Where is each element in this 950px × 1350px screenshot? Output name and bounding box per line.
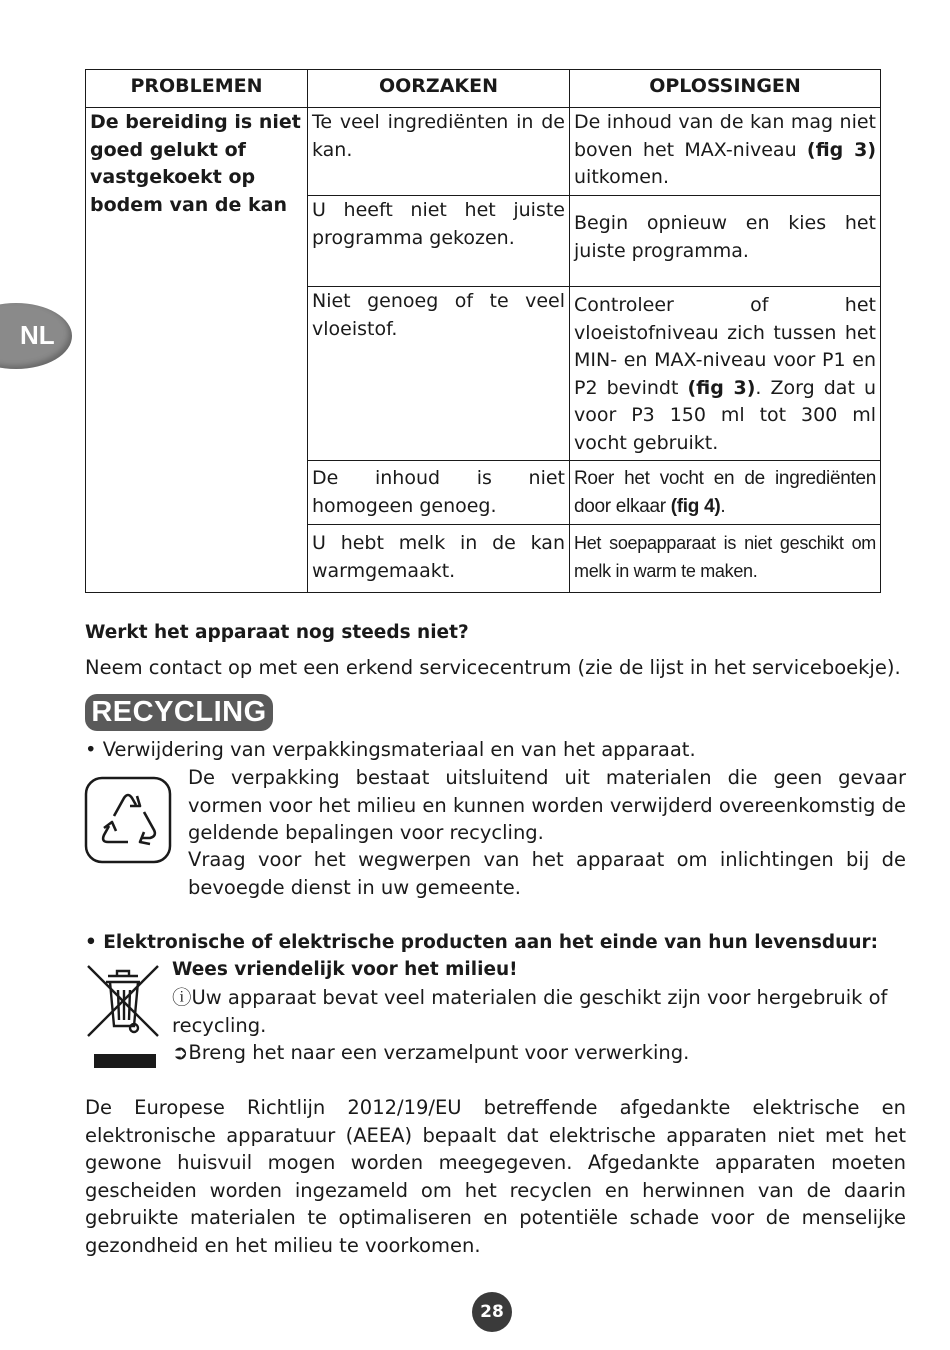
header-problems: PROBLEMEN xyxy=(86,70,308,108)
solution-cell xyxy=(570,287,881,461)
solution-text-end: . Zorg dat u voor P3 150 ml tot 300 ml vocht gebruikt. xyxy=(574,376,876,454)
cause-cell: Niet genoeg of te veel vloeistof. xyxy=(308,287,570,461)
fig-reference: (fig 4) xyxy=(670,495,721,517)
still-not-working-answer: Neem contact op met een erkend servicecentrum (zie de lijst in het serviceboekje). xyxy=(85,656,901,679)
arrow-line xyxy=(172,1039,907,1067)
info-line xyxy=(172,984,907,1039)
solution-text: Het soepapparaat is niet geschikt om melk in warm te maken. xyxy=(574,533,876,581)
problem-cell: De bereiding is niet goed gelukt of vastgekoekt op bodem van de kan xyxy=(86,108,308,593)
fig-reference: (fig 3) xyxy=(687,376,756,399)
still-not-working-question: Werkt het apparaat nog steeds niet? xyxy=(85,622,469,643)
header-solutions: OPLOSSINGEN xyxy=(570,70,881,108)
solution-text-end: uitkomen. xyxy=(574,166,669,188)
solution-text: Begin opnieuw en kies het juiste programma. xyxy=(574,212,876,262)
solution-text: De inhoud van de kan mag niet boven het MAX-niveau xyxy=(574,111,876,161)
recycling-icon xyxy=(84,776,172,864)
cause-cell: U hebt melk in de kan warmgemaakt. xyxy=(308,525,570,593)
troubleshooting-table xyxy=(85,69,881,593)
weee-directive-text: De Europese Richtlijn 2012/19/EU betreffende afgedankte elektrische en elektronische apparatuur (AEEA) bepaalt dat elektrische apparaten niet met het gewone huisvuil mogen worden meegegeven. Afgedankte apparaten moeten gescheiden worden ingezameld om het recyclen en herwinnen van de daarin gebruikte materialen te optimaliseren en potentiële schade voor de menselijke gezondheid en het milieu te voorkomen. xyxy=(85,1096,906,1257)
solution-cell xyxy=(570,525,881,593)
language-tab-label: NL xyxy=(20,320,55,350)
language-tab xyxy=(0,303,72,369)
page-number: 28 xyxy=(472,1292,512,1332)
table-row xyxy=(86,108,881,196)
packaging-bullet: • Verwijdering van verpakkingsmateriaal en van het apparaat. xyxy=(85,738,696,761)
solution-cell xyxy=(570,461,881,525)
header-causes: OORZAKEN xyxy=(308,70,570,108)
solution-text-end: . xyxy=(720,495,726,517)
be-friendly-text: Wees vriendelijk voor het milieu! xyxy=(172,959,518,980)
cause-cell: Te veel ingrediënten in de kan. xyxy=(308,108,570,196)
solution-cell xyxy=(570,108,881,196)
recycling-heading: RECYCLING xyxy=(85,694,273,731)
arrow-right-icon: ➲ xyxy=(172,1041,189,1064)
packaging-text: De verpakking bestaat uitsluitend uit materialen die geen gevaar vormen voor het milieu en kunnen worden verwijderd overeenkomstig de geldende bepalingen voor recycling. xyxy=(188,766,906,844)
solution-cell xyxy=(570,196,881,287)
solution-text: Controleer of het vloeistofniveau zich tussen het MIN- en MAX-niveau voor P1 en P2 bevindt xyxy=(574,294,876,399)
cause-cell: De inhoud is niet homogeen genoeg. xyxy=(308,461,570,525)
arrow-text: Breng het naar een verzamelpunt voor verwerking. xyxy=(188,1041,690,1064)
disposal-text: Vraag voor het wegwerpen van het apparaat om inlichtingen bij de bevoegde dienst in uw gemeente. xyxy=(188,848,906,899)
weee-bullet: • Elektronische of elektrische producten aan het einde van hun levensduur: xyxy=(85,932,879,953)
cause-cell: U heeft niet het juiste programma gekozen. xyxy=(308,196,570,287)
crossed-bin-icon xyxy=(84,962,162,1072)
solution-text: Roer het vocht en de ingrediënten door elkaar xyxy=(574,468,876,517)
info-text: Uw apparaat bevat veel materialen die geschikt zijn voor hergebruik of recycling. xyxy=(172,986,888,1037)
table-header-row xyxy=(86,70,881,108)
info-icon: ⓘ xyxy=(172,986,192,1009)
fig-reference: (fig 3) xyxy=(806,138,876,161)
